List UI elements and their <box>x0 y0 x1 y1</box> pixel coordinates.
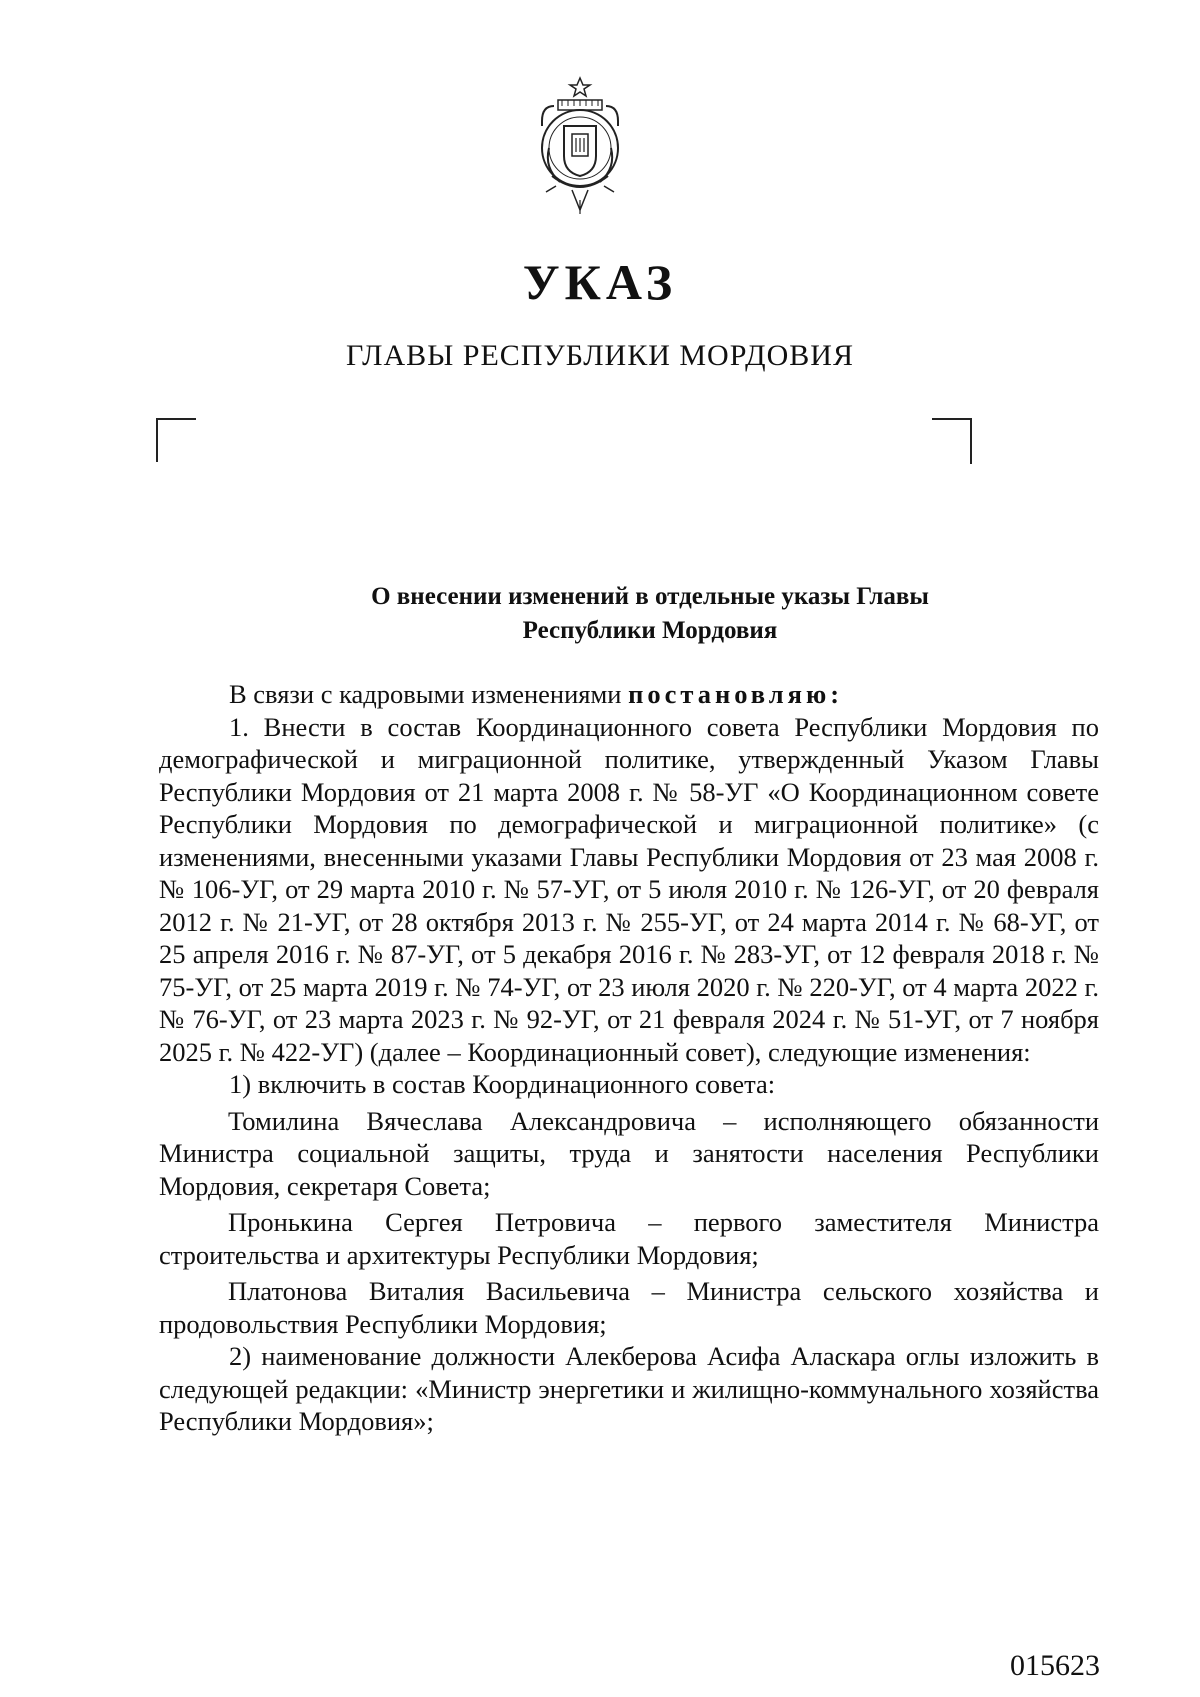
decree-heading-line2: Республики Мордовия <box>522 617 778 644</box>
document-number: 015623 <box>1010 1649 1100 1682</box>
decree-heading <box>300 580 1000 648</box>
decree-body <box>159 678 1099 1438</box>
preamble <box>159 678 1099 711</box>
document-subtitle: ГЛАВЫ РЕСПУБЛИКИ МОРДОВИЯ <box>346 339 854 372</box>
preamble-text: В связи с кадровыми изменениями <box>229 679 629 709</box>
decree-word: постановляю: <box>628 679 844 709</box>
subclause-2: 2) наименование должности Алекберова Асифа Аласкара оглы изложить в следующей редакции: «Министр энергетики и жилищно-коммунального хозяйства Республики Мордовия»; <box>159 1341 1099 1436</box>
subclause-1: 1) включить в состав Координационного совета: <box>229 1069 776 1099</box>
document-title: УКАЗ <box>522 254 678 310</box>
corner-bracket-left <box>156 418 196 462</box>
coat-of-arms-icon <box>532 76 628 216</box>
corner-bracket-right <box>932 418 972 464</box>
person-entry: Пронькина Сергея Петровича – первого заместителя Министра строительства и архитектуры Республики Мордовия; <box>159 1207 1099 1270</box>
person-entry: Платонова Виталия Васильевича – Министра сельского хозяйства и продовольствия Республики Мордовия; <box>159 1276 1099 1339</box>
decree-heading-line1: О внесении изменений в отдельные указы Главы <box>371 583 929 610</box>
clause-1: 1. Внести в состав Координационного совета Республики Мордовия по демографической и миграционной политике, утвержденный Указом Главы Республики Мордовия от 21 марта 2008 г. № 58-УГ «О Координационном совете Республики Мордовия по демографической и миграционной политике» (с изменениями, внесенными указами Главы Республики Мордовия от 23 мая 2008 г. № 106-УГ, от 29 марта 2010 г. № 57-УГ, от 5 июля 2010 г. № 126-УГ, от 20 февраля 2012 г. № 21-УГ, от 28 октября 2013 г. № 255-УГ, от 24 марта 2014 г. № 68-УГ, от 25 апреля 2016 г. № 87-УГ, от 5 декабря 2016 г. № 283-УГ, от 12 февраля 2018 г. № 75-УГ, от 25 марта 2019 г. № 74-УГ, от 23 июля 2020 г. № 220-УГ, от 4 марта 2022 г. № 76-УГ, от 23 марта 2023 г. № 92-УГ, от 21 февраля 2024 г. № 51-УГ, от 7 ноября 2025 г. № 422-УГ) (далее – Координационный совет), следующие изменения: <box>159 711 1099 1067</box>
person-entry: Томилина Вячеслава Александровича – исполняющего обязанности Министра социальной защиты, труда и занятости населения Республики Мордовия, секретаря Совета; <box>159 1105 1099 1201</box>
